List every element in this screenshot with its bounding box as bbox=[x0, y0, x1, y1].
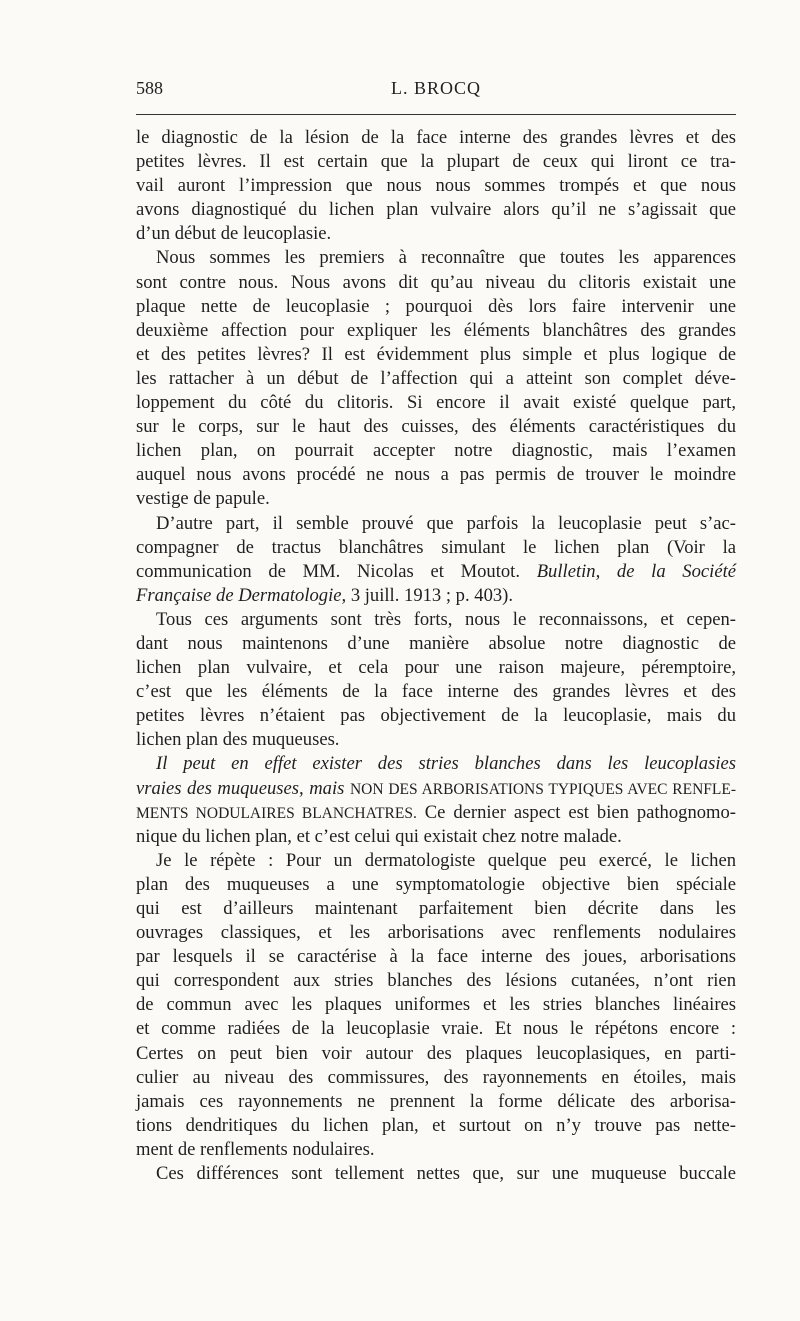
text-line: culier au niveau des commissures, des rayonnements en étoiles, mais bbox=[136, 1066, 736, 1088]
text-line: tions dendritiques du lichen plan, et surtout on n’y trouve pas nette- bbox=[136, 1114, 736, 1136]
text-line: communication de MM. Nicolas et Moutot. Bulletin, de la Société bbox=[136, 560, 736, 582]
body-text bbox=[136, 126, 736, 1186]
text-line: ouvrages classiques, et les arborisations avec renflements nodulaires bbox=[136, 922, 736, 944]
text-line: avons diagnostiqué du lichen plan vulvaire alors qu’il ne s’agissait que bbox=[136, 199, 736, 221]
text-line: loppement du côté du clitoris. Si encore il avait existé quelque part, bbox=[136, 392, 736, 414]
text-line: c’est que les éléments de la face interne des grandes lèvres et des bbox=[136, 681, 736, 703]
text-line: qui correspondent aux stries blanches des lésions cutanées, n’ont rien bbox=[136, 970, 736, 992]
text-line: et des petites lèvres? Il est évidemment plus simple et plus logique de bbox=[136, 343, 736, 365]
text-line: les rattacher à un début de l’affection qui a atteint son complet déve- bbox=[136, 367, 736, 389]
text-line: par lesquels il se caractérise à la face interne des joues, arborisations bbox=[136, 946, 736, 968]
page-header bbox=[136, 78, 736, 108]
running-head: L. BROCQ bbox=[390, 78, 481, 98]
text-line: Je le répète : Pour un dermatologiste quelque peu exercé, le lichen bbox=[156, 849, 736, 871]
text-line: Française de Dermatologie, 3 juill. 1913 ; p. 403). bbox=[136, 584, 513, 606]
text-line: vraies des muqueuses, mais NON DES ARBORISATIONS TYPIQUES AVEC RENFLE- bbox=[136, 777, 736, 799]
text-line: lichen plan vulvaire, et cela pour une raison majeure, péremptoire, bbox=[136, 657, 736, 679]
text-line: vail auront l’impression que nous nous sommes trompés et que nous bbox=[136, 175, 736, 197]
text-line: compagner de tractus blanchâtres simulant le lichen plan (Voir la bbox=[136, 536, 736, 558]
text-line: Ces différences sont tellement nettes que, sur une muqueuse buccale bbox=[156, 1163, 736, 1185]
text-line: Tous ces arguments sont très forts, nous le reconnaissons, et cepen- bbox=[156, 608, 736, 630]
text-line: deuxième affection pour expliquer les éléments blanchâtres des grandes bbox=[136, 319, 736, 341]
text-line: Nous sommes les premiers à reconnaître que toutes les apparences bbox=[156, 247, 736, 269]
text-line: D’autre part, il semble prouvé que parfois la leucoplasie peut s’ac- bbox=[156, 512, 736, 534]
text-line: Certes on peut bien voir autour des plaques leucoplasiques, en parti- bbox=[136, 1042, 736, 1064]
text-line: ment de renflements nodulaires. bbox=[136, 1138, 375, 1160]
header-rule bbox=[136, 114, 736, 115]
text-line: sur le corps, sur le haut des cuisses, des éléments caractéristiques du bbox=[136, 416, 736, 438]
text-line: auquel nous avons procédé ne nous a pas permis de trouver le moindre bbox=[136, 464, 736, 486]
text-line: lichen plan des muqueuses. bbox=[136, 729, 340, 751]
text-line: petites lèvres. Il est certain que la plupart de ceux qui liront ce tra- bbox=[136, 151, 736, 173]
page-number: 588 bbox=[136, 78, 163, 98]
text-line: plaque nette de leucoplasie ; pourquoi dès lors faire intervenir une bbox=[136, 295, 736, 317]
text-line: petites lèvres n’étaient pas objectivement de la leucoplasie, mais du bbox=[136, 705, 736, 727]
text-line: de commun avec les plaques uniformes et les stries blanches linéaires bbox=[136, 994, 736, 1016]
text-line: d’un début de leucoplasie. bbox=[136, 223, 332, 245]
text-line: jamais ces rayonnements ne prennent la forme délicate des arborisa- bbox=[136, 1090, 736, 1112]
text-line: vestige de papule. bbox=[136, 488, 270, 510]
text-line: nique du lichen plan, et c’est celui qui existait chez notre malade. bbox=[136, 825, 622, 847]
text-line: et comme radiées de la leucoplasie vraie. Et nous le répétons encore : bbox=[136, 1018, 736, 1040]
text-line: MENTS NODULAIRES BLANCHATRES. Ce dernier aspect est bien pathognomo- bbox=[136, 801, 736, 823]
text-line: plan des muqueuses a une symptomatologie objective bien spéciale bbox=[136, 873, 736, 895]
text-line: lichen plan, on pourrait accepter notre diagnostic, mais l’examen bbox=[136, 440, 736, 462]
text-line: qui est d’ailleurs maintenant parfaitement bien décrite dans les bbox=[136, 898, 736, 919]
text-line: Il peut en effet exister des stries blanches dans les leucoplasies bbox=[156, 753, 736, 775]
text-line: le diagnostic de la lésion de la face interne des grandes lèvres et des bbox=[136, 127, 736, 148]
text-line: sont contre nous. Nous avons dit qu’au niveau du clitoris existait une bbox=[136, 271, 736, 293]
text-line: dant nous maintenons d’une manière absolue notre diagnostic de bbox=[136, 632, 736, 654]
